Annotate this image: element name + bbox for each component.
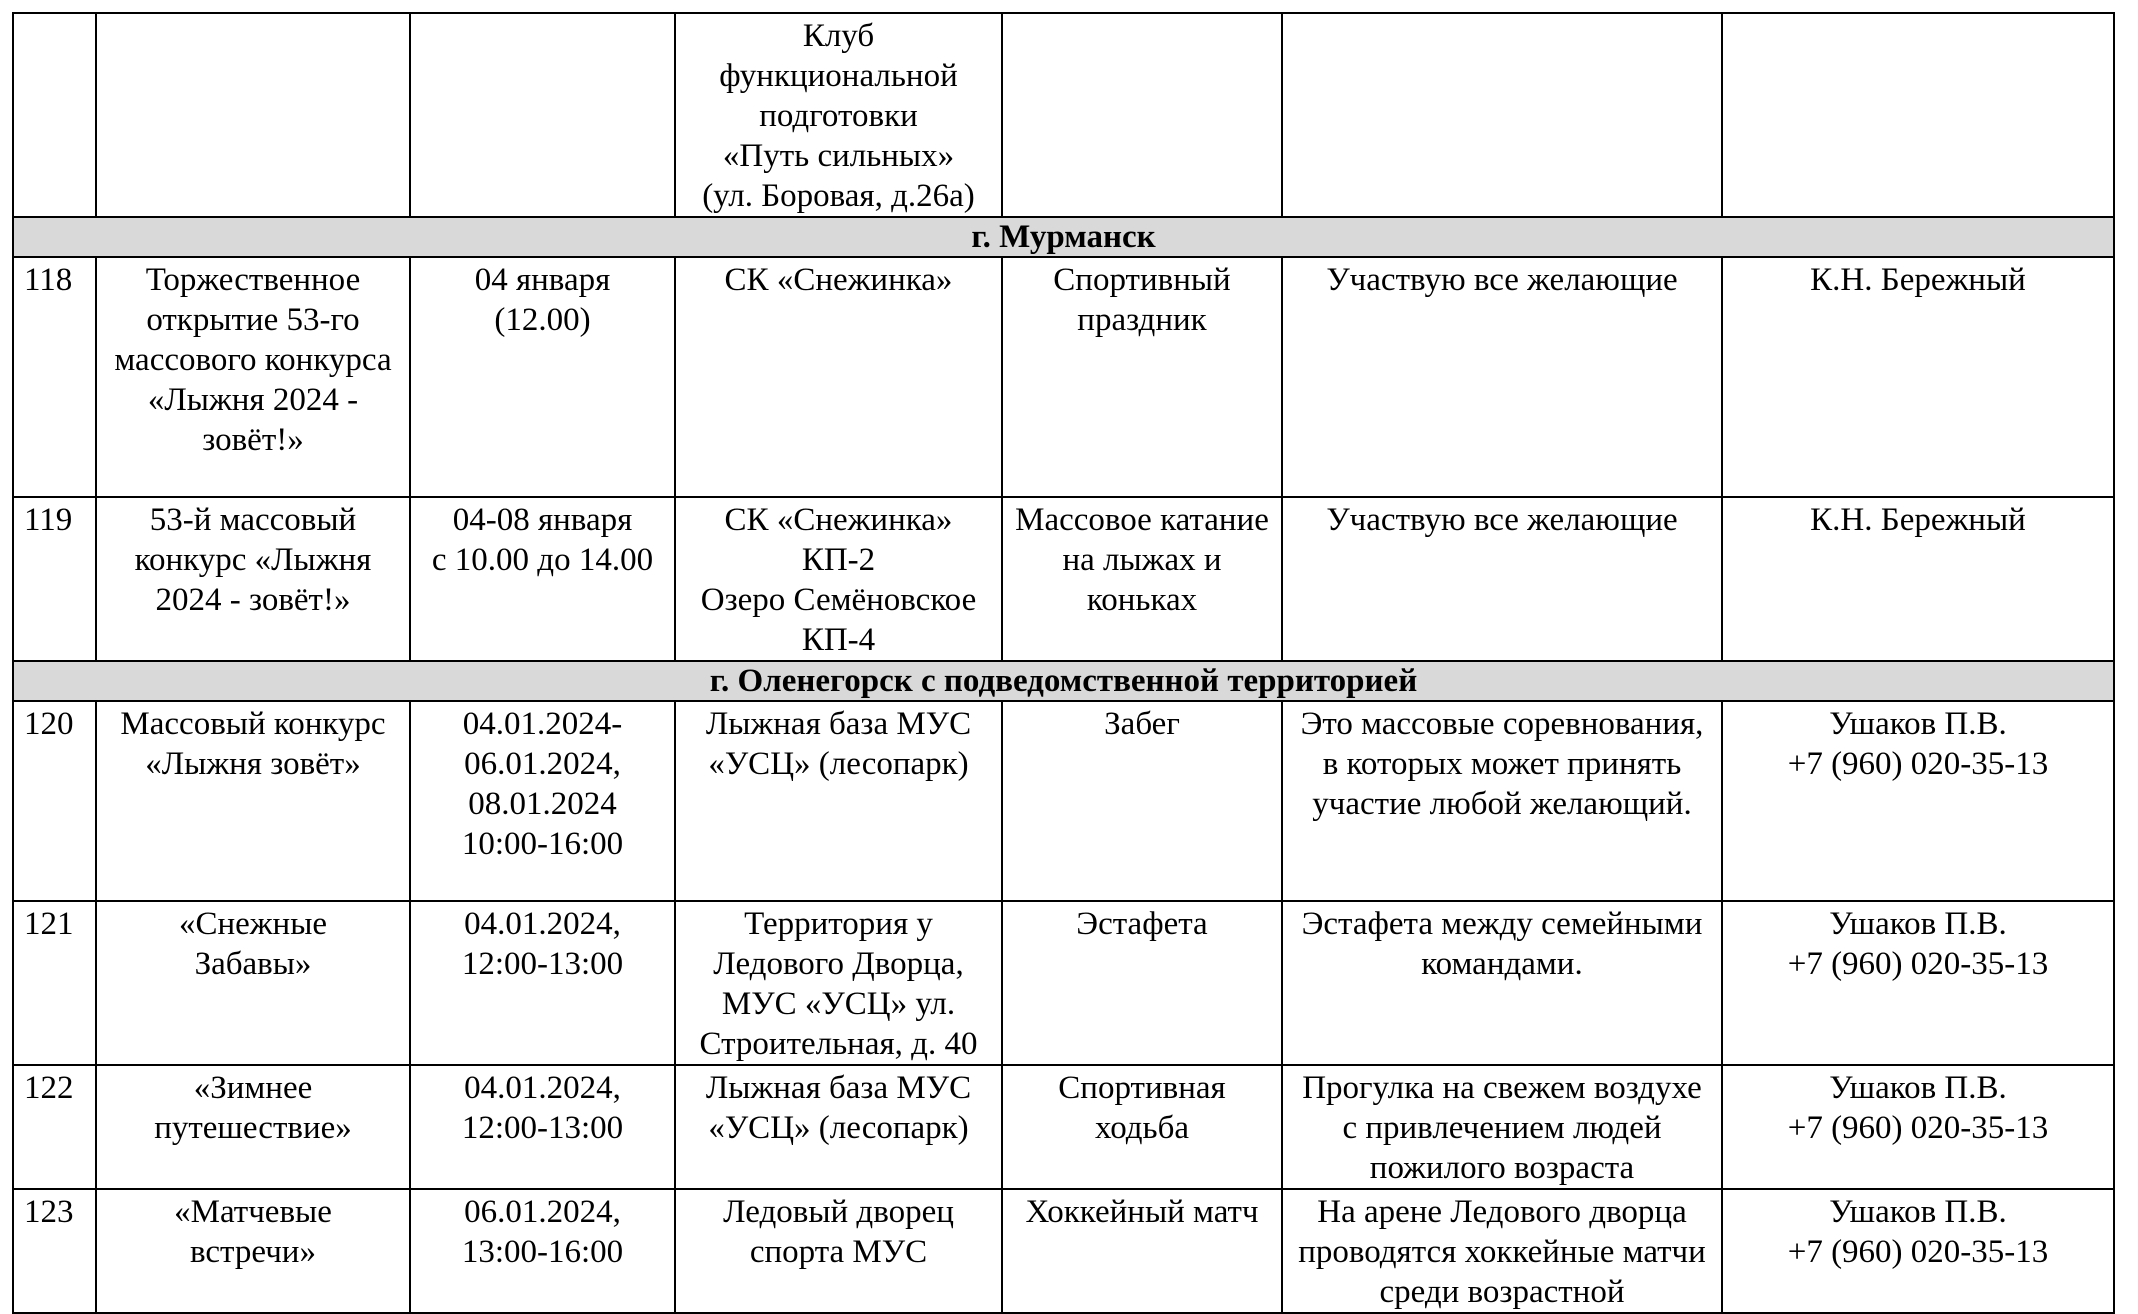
event-participants-cell: Эстафета между семейными командами. <box>1282 901 1722 1065</box>
row-number: 119 <box>13 497 96 661</box>
event-responsible-cell <box>1722 13 2114 217</box>
event-date-cell: 04.01.2024, 12:00-13:00 <box>410 901 675 1065</box>
event-responsible-cell: Ушаков П.В. +7 (960) 020-35-13 <box>1722 701 2114 901</box>
event-responsible-cell: К.Н. Бережный <box>1722 497 2114 661</box>
row-number <box>13 13 96 217</box>
table-row <box>13 497 2114 661</box>
event-form-cell: Забег <box>1002 701 1282 901</box>
event-form-cell: Хоккейный матч <box>1002 1189 1282 1313</box>
event-responsible-cell: К.Н. Бережный <box>1722 257 2114 497</box>
event-form-cell: Массовое катание на лыжах и коньках <box>1002 497 1282 661</box>
event-name-cell: Массовый конкурс «Лыжня зовёт» <box>96 701 410 901</box>
event-date-cell: 04 января (12.00) <box>410 257 675 497</box>
event-place-cell: Территория у Ледового Дворца, МУС «УСЦ» ул. Строительная, д. 40 <box>675 901 1002 1065</box>
table-row <box>13 1065 2114 1189</box>
event-place-cell: Ледовый дворец спорта МУС <box>675 1189 1002 1313</box>
event-form-cell: Спортивный праздник <box>1002 257 1282 497</box>
event-date-cell <box>410 13 675 217</box>
event-participants-cell: Участвую все желающие <box>1282 497 1722 661</box>
event-responsible-cell: Ушаков П.В. +7 (960) 020-35-13 <box>1722 1065 2114 1189</box>
row-number: 118 <box>13 257 96 497</box>
event-date-cell: 06.01.2024, 13:00-16:00 <box>410 1189 675 1313</box>
event-name-cell: «Зимнее путешествие» <box>96 1065 410 1189</box>
event-participants-cell: Это массовые соревнования, в которых может принять участие любой желающий. <box>1282 701 1722 901</box>
row-number: 121 <box>13 901 96 1065</box>
event-place-cell: СК «Снежинка» КП-2 Озеро Семёновское КП-4 <box>675 497 1002 661</box>
event-date-cell: 04-08 января с 10.00 до 14.00 <box>410 497 675 661</box>
table-row <box>13 257 2114 497</box>
table-row <box>13 1189 2114 1313</box>
event-place-cell: Лыжная база МУС «УСЦ» (лесопарк) <box>675 1065 1002 1189</box>
event-name-cell: 53-й массовый конкурс «Лыжня 2024 - зовёт!» <box>96 497 410 661</box>
table-row <box>13 13 2114 217</box>
events-table <box>12 12 2115 1314</box>
event-place-cell: СК «Снежинка» <box>675 257 1002 497</box>
section-row-olenegorsk <box>13 661 2114 701</box>
row-number: 120 <box>13 701 96 901</box>
table-row <box>13 701 2114 901</box>
event-form-cell <box>1002 13 1282 217</box>
event-name-cell: «Матчевые встречи» <box>96 1189 410 1313</box>
event-participants-cell <box>1282 13 1722 217</box>
event-name-cell: Торжественное открытие 53-го массового конкурса «Лыжня 2024 - зовёт!» <box>96 257 410 497</box>
event-participants-cell: Прогулка на свежем воздухе с привлечением людей пожилого возраста <box>1282 1065 1722 1189</box>
event-place-cell: Лыжная база МУС «УСЦ» (лесопарк) <box>675 701 1002 901</box>
section-row-murmansk <box>13 217 2114 257</box>
event-name-cell: «Снежные Забавы» <box>96 901 410 1065</box>
event-name-cell <box>96 13 410 217</box>
event-participants-cell: На арене Ледового дворца проводятся хоккейные матчи среди возрастной <box>1282 1189 1722 1313</box>
event-responsible-cell: Ушаков П.В. +7 (960) 020-35-13 <box>1722 901 2114 1065</box>
row-number: 122 <box>13 1065 96 1189</box>
row-number: 123 <box>13 1189 96 1313</box>
table-row <box>13 901 2114 1065</box>
event-participants-cell: Участвую все желающие <box>1282 257 1722 497</box>
event-date-cell: 04.01.2024, 12:00-13:00 <box>410 1065 675 1189</box>
section-title: г. Мурманск <box>13 217 2114 257</box>
event-form-cell: Эстафета <box>1002 901 1282 1065</box>
section-title: г. Оленегорск с подведомственной территорией <box>13 661 2114 701</box>
event-place-cell: Клуб функциональной подготовки «Путь сильных» (ул. Боровая, д.26а) <box>675 13 1002 217</box>
event-responsible-cell: Ушаков П.В. +7 (960) 020-35-13 <box>1722 1189 2114 1313</box>
event-form-cell: Спортивная ходьба <box>1002 1065 1282 1189</box>
event-date-cell: 04.01.2024- 06.01.2024, 08.01.2024 10:00-16:00 <box>410 701 675 901</box>
